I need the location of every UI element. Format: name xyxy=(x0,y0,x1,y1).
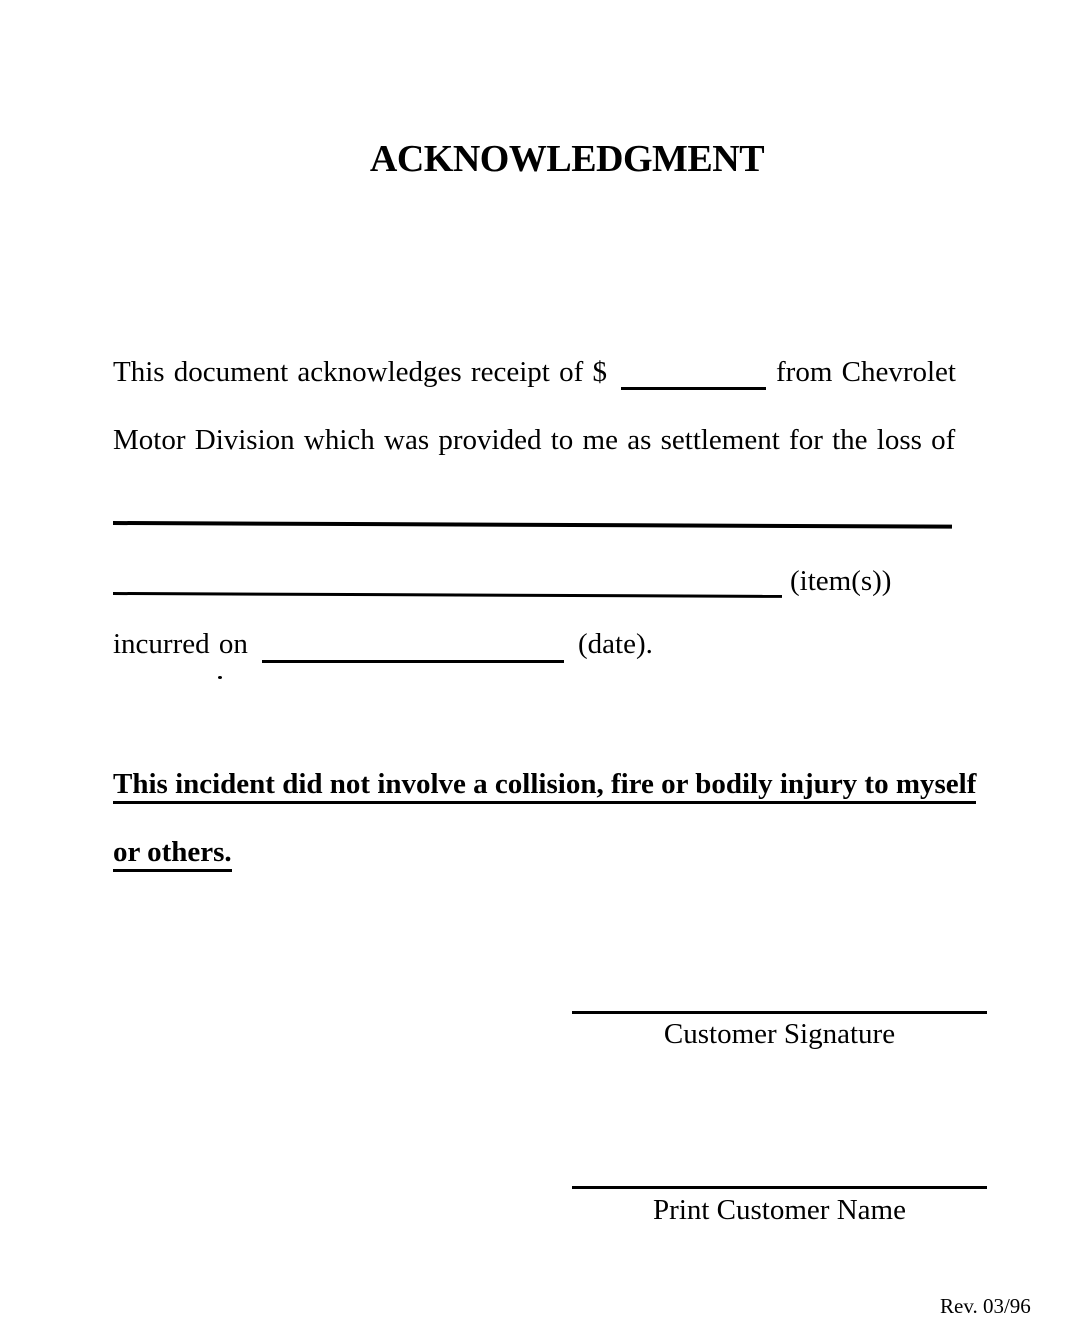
amount-blank-field[interactable] xyxy=(621,387,766,390)
document-title: ACKNOWLEDGMENT xyxy=(369,138,765,180)
customer-signature-line[interactable] xyxy=(572,1011,987,1014)
revision-note: Rev. 03/96 xyxy=(940,1294,1031,1318)
receipt-sentence-suffix: from Chevrolet xyxy=(776,356,956,388)
stray-ink-dot-artifact xyxy=(218,676,222,679)
items-blank-field-line1[interactable] xyxy=(113,521,952,529)
print-customer-name-label: Print Customer Name xyxy=(653,1194,906,1226)
no-collision-statement-line2: or others. xyxy=(113,836,232,872)
items-label: (item(s)) xyxy=(790,565,892,597)
date-blank-field[interactable] xyxy=(262,660,564,663)
items-blank-field-line2[interactable] xyxy=(113,592,782,598)
settlement-sentence: Motor Division which was provided to me as settlement for the loss of xyxy=(113,424,956,456)
no-collision-statement-line1: This incident did not involve a collision, fire or bodily injury to myself xyxy=(113,768,976,804)
customer-signature-label: Customer Signature xyxy=(663,1018,896,1050)
print-customer-name-line[interactable] xyxy=(572,1186,987,1189)
incurred-on-text: incurred on xyxy=(113,628,248,660)
date-label: (date). xyxy=(578,628,653,660)
receipt-sentence-prefix: This document acknowledges receipt of $ xyxy=(113,356,607,388)
